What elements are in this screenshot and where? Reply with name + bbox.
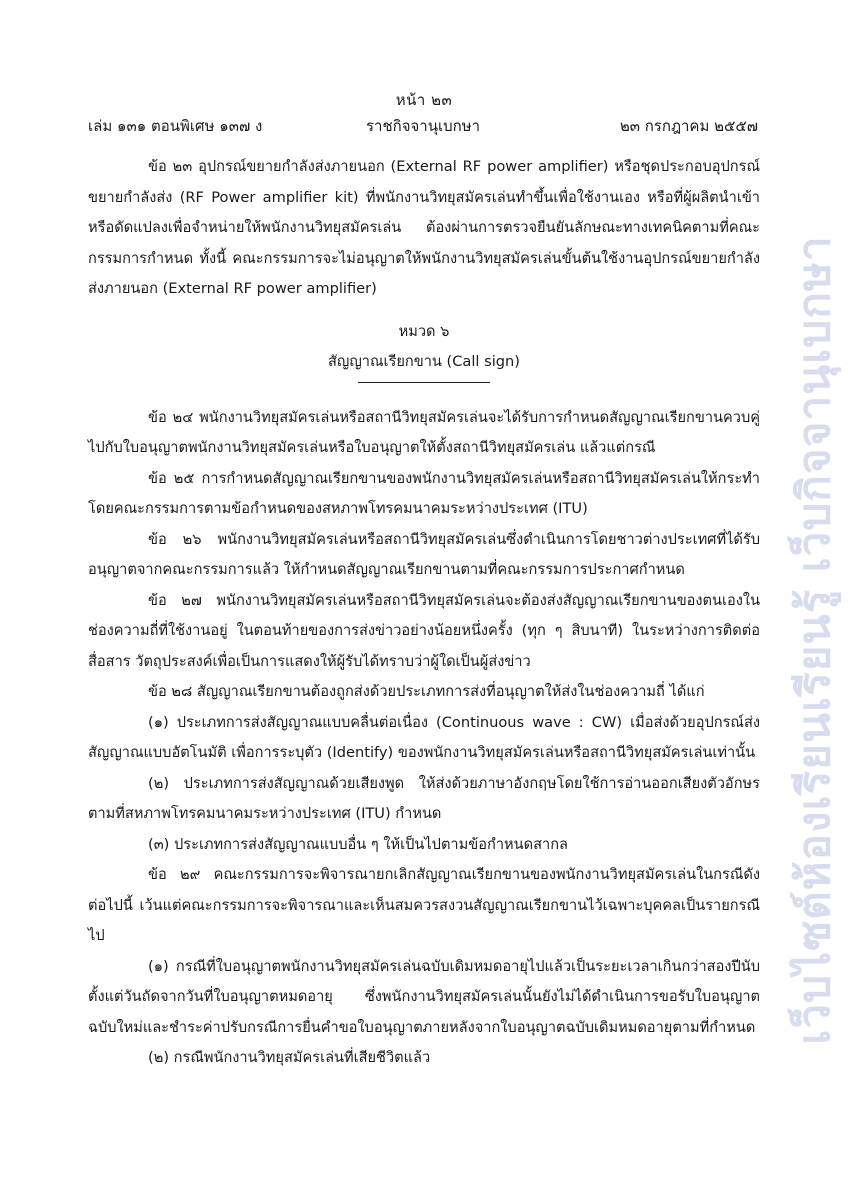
- gazette-name: ราชกิจจานุเบกษา: [365, 117, 481, 135]
- clause-28-item-3: (๓) ประเภทการส่งสัญญาณแบบอื่น ๆ ให้เป็นไปตามข้อกำหนดสากล: [148, 835, 568, 853]
- clause-28: ข้อ ๒๘ สัญญาณเรียกขานต้องถูกส่งด้วยประเภทการส่งที่อนุญาตให้ส่งในช่องความถี่ ได้แก่: [148, 683, 705, 700]
- clause-27: ข้อ ๒๗ พนักงานวิทยุสมัครเล่นหรือสถานีวิทยุสมัครเล่นจะต้องส่งสัญญาณเรียกขานของตนเองในช่องความถี่ที่ใช้งานอยู่ ในตอนท้ายของการส่งข่าวอย่างน้อยหนึ่งครั้ง (ทุก ๆ สิบนาที) ในระหว่างการติดต่อสื่อสาร วัตถุประสงค์เพื่อเป็นการแสดงให้ผู้รับได้ทราบว่าผู้ใดเป็นผู้ส่งข่าว: [88, 591, 760, 670]
- clause-24: ข้อ ๒๔ พนักงานวิทยุสมัครเล่นหรือสถานีวิทยุสมัครเล่นจะได้รับการกำหนดสัญญาณเรียกขานควบคู่ไปกับใบอนุญาตพนักงานวิทยุสมัครเล่นหรือใบอนุญาตให้ตั้งสถานีวิทยุสมัครเล่น แล้วแต่กรณี: [88, 408, 760, 456]
- section-label: หมวด ๖: [398, 322, 450, 340]
- running-header: [88, 114, 758, 136]
- clause-29: ข้อ ๒๙ คณะกรรมการจะพิจารณายกเลิกสัญญาณเรียกขานของพนักงานวิทยุสมัครเล่นในกรณีดังต่อไปนี้ เว้นแต่คณะกรรมการจะพิจารณาและเห็นสมควรสงวนสัญญาณเรียกขานไว้เฉพาะบุคคลเป็นรายกรณีไป: [88, 866, 760, 944]
- document-body: [88, 152, 760, 1074]
- page-number: หน้า ๒๓: [395, 91, 453, 109]
- publication-date: ๒๓ กรกฎาคม ๒๕๕๗: [619, 117, 758, 135]
- watermark: [782, 150, 846, 1130]
- clause-28-item-1: (๑) ประเภทการส่งสัญญาณแบบคลื่นต่อเนื่อง (Continuous wave : CW) เมื่อส่งด้วยอุปกรณ์ส่งสัญญาณแบบอัตโนมัติ เพื่อการระบุตัว (Identify) ของพนักงานวิทยุสมัครเล่นหรือสถานีวิทยุสมัครเล่นเท่านั้น: [88, 713, 760, 761]
- clause-29-item-2: (๒) กรณีพนักงานวิทยุสมัครเล่นที่เสียชีวิตแล้ว: [148, 1049, 431, 1066]
- clause-28-item-2: (๒) ประเภทการส่งสัญญาณด้วยเสียงพูด ให้ส่งด้วยภาษาอังกฤษโดยใช้การอ่านออกเสียงตัวอักษรตามที่สหภาพโทรคมนาคมระหว่างประเทศ (ITU) กำหนด: [88, 774, 760, 822]
- clause-23: ข้อ ๒๓ อุปกรณ์ขยายกำลังส่งภายนอก (External RF power amplifier) หรือชุดประกอบอุปกรณ์ขยายกำลังส่ง (RF Power amplifier kit) ที่พนักงานวิทยุสมัครเล่นทำขึ้นเพื่อใช้งานเอง หรือที่ผู้ผลิตนำเข้า หรือดัดแปลงเพื่อจำหน่ายให้พนักงานวิทยุสมัครเล่น ต้องผ่านการตรวจยืนยันลักษณะทางเทคนิคตามที่คณะกรรมการกำหนด ทั้งนี้ คณะกรรมการจะไม่อนุญาตให้พนักงานวิทยุสมัครเล่นขั้นต้นใช้งานอุปกรณ์ขยายกำลังส่งภายนอก (External RF power amplifier): [88, 158, 760, 297]
- section-title: สัญญาณเรียกขาน (Call sign): [328, 353, 520, 370]
- watermark-text: เว็บไซต์ห้องเรียนเรียนรู้ เว็บกิจจานุเบกษา: [789, 235, 840, 1045]
- clause-26: ข้อ ๒๖ พนักงานวิทยุสมัครเล่นหรือสถานีวิทยุสมัครเล่นซึ่งดำเนินการโดยชาวต่างประเทศที่ได้รับอนุญาตจากคณะกรรมการแล้ว ให้กำหนดสัญญาณเรียกขานตามที่คณะกรรมการประกาศกำหนด: [88, 530, 760, 578]
- clause-25: ข้อ ๒๕ การกำหนดสัญญาณเรียกขานของพนักงานวิทยุสมัครเล่นหรือสถานีวิทยุสมัครเล่นให้กระทำโดยคณะกรรมการตามข้อกำหนดของสหภาพโทรคมนาคมระหว่างประเทศ (ITU): [88, 469, 760, 517]
- clause-29-item-1: (๑) กรณีที่ใบอนุญาตพนักงานวิทยุสมัครเล่นฉบับเดิมหมดอายุไปแล้วเป็นระยะเวลาเกินกว่าสองปีนับตั้งแต่วันถัดจากวันที่ใบอนุญาตหมดอายุ ซึ่งพนักงานวิทยุสมัครเล่นนั้นยังไม่ได้ดำเนินการขอรับใบอนุญาตฉบับใหม่และชำระค่าปรับกรณีการยื่นคำขอใบอนุญาตภายหลังจากใบอนุญาตฉบับเดิมหมดอายุตามที่กำหนด: [88, 957, 760, 1036]
- section-divider: [358, 382, 490, 383]
- volume-issue: เล่ม ๑๓๑ ตอนพิเศษ ๑๓๗ ง: [88, 117, 263, 135]
